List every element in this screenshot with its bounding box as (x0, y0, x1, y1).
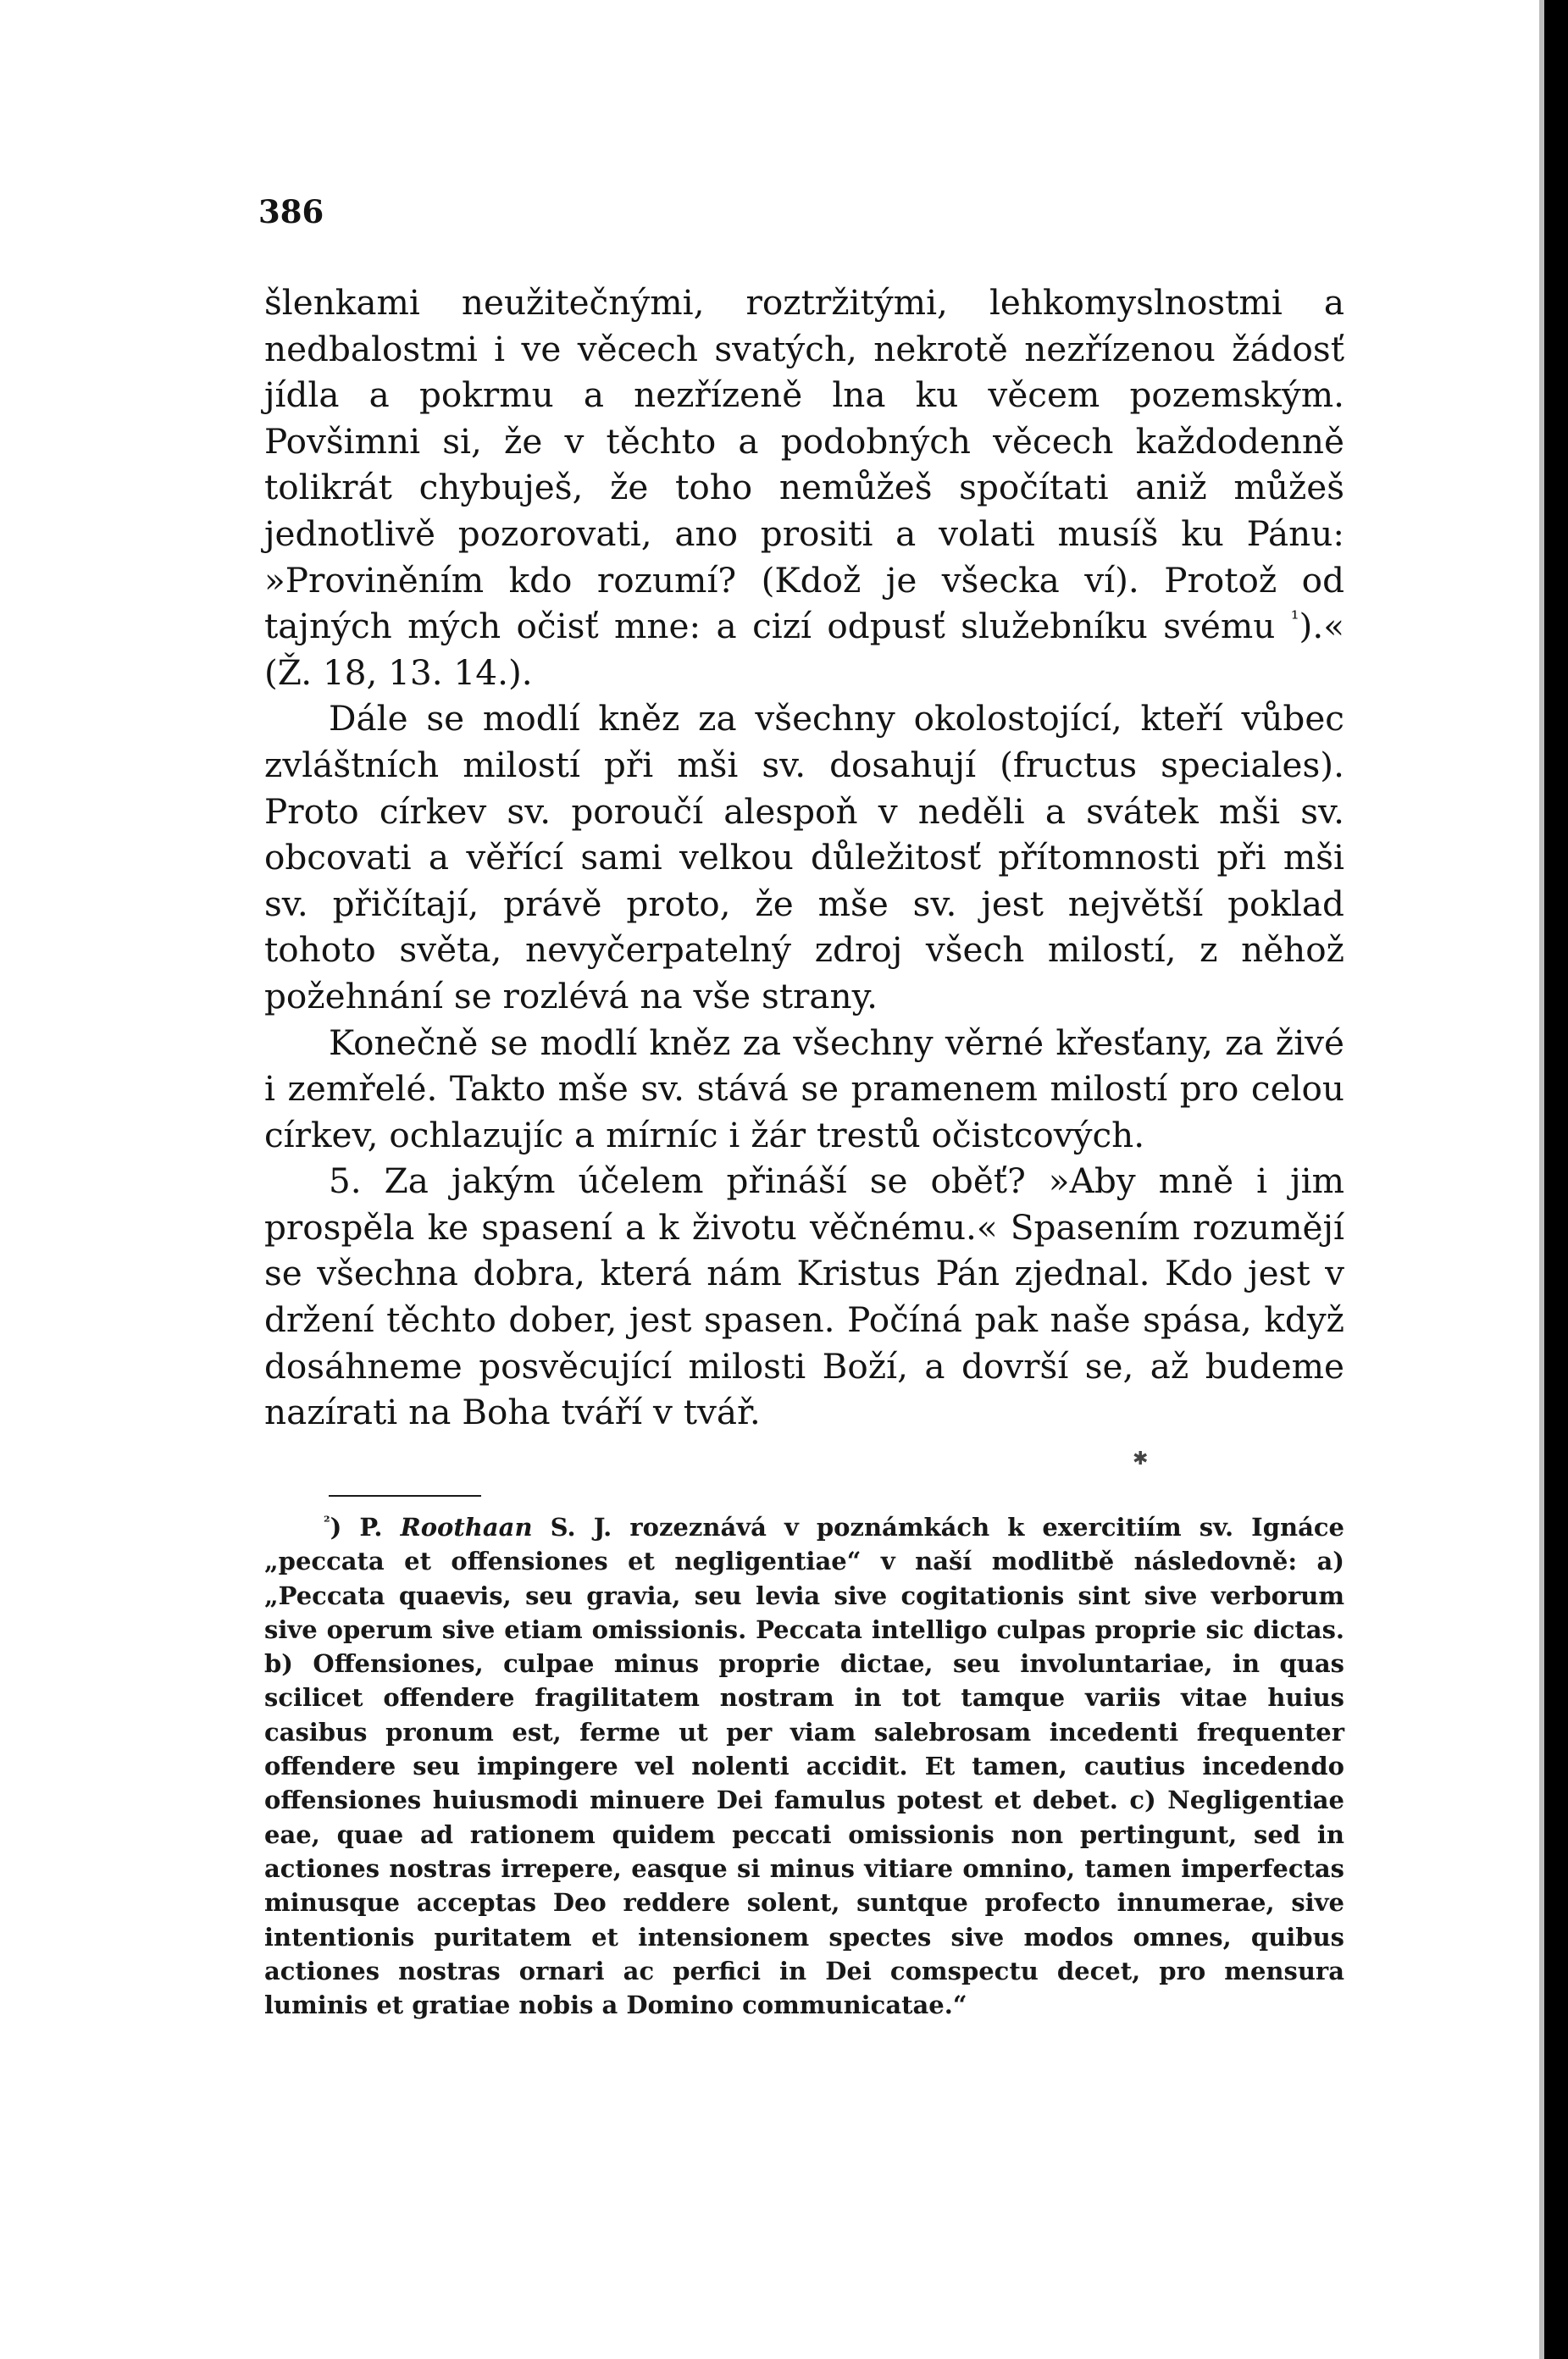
paragraph-1 (264, 280, 1344, 695)
page-number: 386 (258, 193, 324, 230)
paragraph-2: Dále se modlí kněz za všechny okolostojící, kteří vůbec zvláštních milostí při mši sv. dosahují (fructus speciales). Proto církev sv. poroučí alespoň v neděli a svátek mši sv. obcovati a věřící sami velkou důležitosť přítomnosti při mši sv. přičítají, právě proto, že mše sv. jest největší poklad tohoto světa, nevyčerpatelný zdroj všech milostí, z něhož požehnání se rozlévá na vše strany. (264, 698, 1344, 1016)
paragraph-3: Konečně se modlí kněz za všechny věrné křesťany, za živé i zemřelé. Takto mše sv. stává se pramenem milostí pro celou církev, ochlazujíc a mírníc i žár trestů očistcových. (264, 1022, 1344, 1155)
main-text (264, 280, 1344, 1436)
footnote-text: S. J. rozeznává v poznámkách k exercitiím sv. Ignáce „peccata et offensiones et negligentiae“ v naší modlitbě následovně: a) „Peccata quaevis, seu gravia, seu levia sive cogitationis sint sive verborum sive operum sive etiam omissionis. Peccata intelligo culpas proprie sic dictas. b) Offensiones, culpae minus proprie dictae, seu involuntariae, in quas scilicet offendere fragilitatem nostram in tot tamque variis vitae huius casibus pronum est, ferme ut per viam salebrosam incedenti frequenter offendere seu impingere vel nolenti accidit. Et tamen, cautius incedendo offensiones huiusmodi minuere Dei famulus potest et debet. c) Negligentiae eae, quae ad rationem quidem peccati omissionis non pertingunt, sed in actiones nostras irrepere, easque si minus vitiare omnino, tamen imperfectas minusque acceptas Deo reddere solent, suntque profecto innumerae, sive intentionis puritatem et intensionem spectes sive modos omnes, quibus actiones nostras ornari ac perfici in Dei comspectu decet, pro mensura luminis et gratiae nobis a Domino communicatae.“ (264, 1513, 1344, 2020)
footnote-reference: ¹ (1290, 606, 1299, 631)
paragraph-1-text: šlenkami neužitečnými, roztržitými, lehkomyslnostmi a nedbalostmi i ve věcech svatých, nekrotě nezřízenou žádosť jídla a pokrmu a nezřízeně lna ku věcem pozemským. Povšimni si, že v těchto a podobných věcech každodenně tolikrát chybuješ, že toho nemůžeš spočítati aniž můžeš jednotlivě pozorovati, ano prositi a volati musíš ku Pánu: »Proviněním kdo rozumí? (Kdož je všecka ví). Protož od tajných mých očisť mne: a cizí odpusť služebníku svému (264, 282, 1344, 647)
footnote-prefix: ) P. (330, 1513, 401, 1542)
page-edge-border (1544, 0, 1568, 2359)
footnote (264, 1510, 1344, 2022)
printer-mark-icon: ✱ (1133, 1448, 1149, 1470)
paragraph-1-tail: ).« (Ž. 18, 13. 14.). (264, 606, 1344, 693)
footnote-divider (329, 1495, 481, 1497)
footnote-author: Roothaan (400, 1513, 533, 1542)
paragraph-4: 5. Za jakým účelem přináší se oběť? »Aby mně i jim prospěla ke spasení a k životu věčnému.« Spasením rozumějí se všechna dobra, která nám Kristus Pán zjednal. Kdo jest v držení těchto dober, jest spasen. Počíná pak naše spása, když dosáhneme posvěcující milosti Boží, a dovrší se, až budeme nazírati na Boha tváří v tvář. (264, 1160, 1344, 1433)
footnote-marker: ² (324, 1514, 330, 1531)
